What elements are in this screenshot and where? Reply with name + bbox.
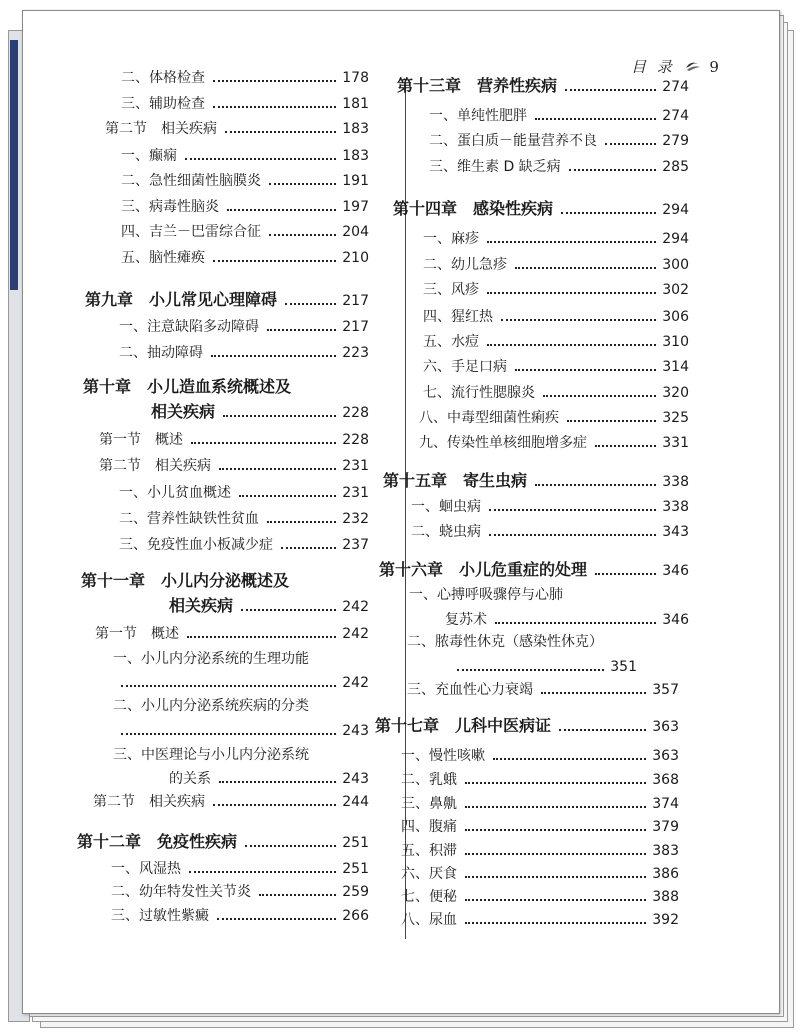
- toc-entry[interactable]: 六、手足口病 314: [423, 359, 689, 375]
- toc-entry[interactable]: 七、便秘 388: [401, 889, 679, 905]
- toc-entry[interactable]: 四、吉兰－巴雷综合征 204: [121, 224, 369, 240]
- toc-entry[interactable]: 七、流行性腮腺炎 320: [423, 385, 689, 401]
- toc-entry[interactable]: 五、脑性瘫痪 210: [121, 250, 369, 266]
- toc-entry[interactable]: 的关系 243: [169, 771, 369, 787]
- toc-entry[interactable]: 五、水痘 310: [423, 334, 689, 350]
- toc-entry[interactable]: 二、幼年特发性关节炎 259: [111, 884, 369, 900]
- chapter-entry[interactable]: 相关疾病 242: [169, 596, 369, 615]
- toc-entry[interactable]: 三、鼻鼽 374: [401, 796, 679, 812]
- chapter-entry[interactable]: 第十三章 营养性疾病 274: [397, 76, 689, 95]
- toc-entry[interactable]: 二、营养性缺铁性贫血 232: [119, 511, 369, 527]
- header-word: 目: [631, 58, 647, 76]
- running-header: [631, 56, 719, 77]
- chapter-entry[interactable]: 第九章 小儿常见心理障碍 217: [85, 290, 369, 309]
- chapter-title-line[interactable]: 第十一章 小儿内分泌概述及: [81, 571, 290, 590]
- toc-entry[interactable]: 复苏术 346: [445, 612, 689, 628]
- toc-entry[interactable]: 二、幼儿急疹 300: [423, 257, 689, 273]
- toc-entry-line[interactable]: 一、心搏呼吸骤停与心肺: [409, 587, 563, 603]
- chapter-entry[interactable]: 第十七章 儿科中医病证 363: [375, 716, 679, 735]
- toc-entry[interactable]: 第二节 相关疾病 244: [93, 794, 369, 810]
- toc-entry[interactable]: 一、癫痫 183: [121, 148, 369, 164]
- toc-entry[interactable]: 三、病毒性脑炎 197: [121, 199, 369, 215]
- toc-entry-line[interactable]: 一、小儿内分泌系统的生理功能: [113, 651, 309, 667]
- toc-entry-line[interactable]: 二、脓毒性休克（感染性休克）: [407, 634, 603, 650]
- chapter-title-line[interactable]: 第十章 小儿造血系统概述及: [83, 377, 292, 396]
- toc-entry[interactable]: 一、小儿贫血概述 231: [119, 485, 369, 501]
- toc-entry[interactable]: 三、辅助检查 181: [121, 96, 369, 112]
- toc-entry[interactable]: 一、慢性咳嗽 363: [401, 748, 679, 764]
- toc-entry[interactable]: 一、麻疹 294: [423, 231, 689, 247]
- toc-entry-line[interactable]: 二、小儿内分泌系统疾病的分类: [113, 698, 309, 714]
- chapter-entry[interactable]: 第十五章 寄生虫病 338: [383, 471, 689, 490]
- toc-entry[interactable]: 一、风湿热 251: [111, 861, 369, 877]
- toc-entry[interactable]: 第一节 概述 228: [99, 432, 369, 448]
- spine-color-band: [10, 40, 18, 290]
- toc-entry[interactable]: 二、乳蛾 368: [401, 772, 679, 788]
- toc-entry[interactable]: 八、尿血 392: [401, 912, 679, 928]
- toc-entry[interactable]: 三、风疹 302: [423, 282, 689, 298]
- toc-entry[interactable]: 351: [449, 658, 637, 676]
- toc-entry[interactable]: 二、体格检查 178: [121, 70, 369, 86]
- toc-entry[interactable]: 九、传染性单核细胞增多症 331: [419, 435, 689, 451]
- toc-entry[interactable]: 三、充血性心力衰竭 357: [407, 682, 679, 698]
- header-word: 录: [656, 58, 672, 76]
- toc-entry[interactable]: 五、积滞 383: [401, 843, 679, 859]
- toc-entry[interactable]: 242: [113, 674, 369, 692]
- toc-page: [22, 10, 780, 1014]
- toc-entry[interactable]: 第二节 相关疾病 231: [99, 458, 369, 474]
- chapter-entry[interactable]: 第十四章 感染性疾病 294: [393, 199, 689, 218]
- chapter-entry[interactable]: 第十六章 小儿危重症的处理 346: [379, 560, 689, 579]
- toc-entry[interactable]: 243: [113, 722, 369, 740]
- toc-entry[interactable]: 第一节 概述 242: [95, 626, 369, 642]
- toc-entry[interactable]: 三、免疫性血小板减少症 237: [119, 537, 369, 553]
- toc-entry[interactable]: 八、中毒型细菌性痢疾 325: [419, 410, 689, 426]
- toc-entry-line[interactable]: 三、中医理论与小儿内分泌系统: [113, 747, 309, 763]
- chapter-entry[interactable]: 相关疾病 228: [151, 402, 369, 421]
- chapter-entry[interactable]: 第十二章 免疫性疾病 251: [77, 832, 369, 851]
- swirl-logo-icon: [685, 59, 701, 77]
- toc-entry[interactable]: 三、过敏性紫癜 266: [111, 908, 369, 924]
- toc-entry[interactable]: 二、急性细菌性脑膜炎 191: [121, 173, 369, 189]
- toc-entry[interactable]: 一、蛔虫病 338: [411, 499, 689, 515]
- toc-entry[interactable]: 一、注意缺陷多动障碍 217: [119, 319, 369, 335]
- page-number: 9: [709, 58, 719, 76]
- toc-entry[interactable]: 六、厌食 386: [401, 866, 679, 882]
- toc-entry[interactable]: 二、抽动障碍 223: [119, 345, 369, 361]
- toc-entry[interactable]: 三、维生素 D 缺乏病 285: [429, 159, 689, 175]
- toc-entry[interactable]: 二、蛋白质－能量营养不良 279: [429, 133, 689, 149]
- toc-entry[interactable]: 四、腹痛 379: [401, 819, 679, 835]
- toc-entry[interactable]: 一、单纯性肥胖 274: [429, 108, 689, 124]
- toc-entry[interactable]: 第二节 相关疾病 183: [105, 121, 369, 137]
- toc-entry[interactable]: 二、蛲虫病 343: [411, 524, 689, 540]
- toc-entry[interactable]: 四、猩红热 306: [423, 309, 689, 325]
